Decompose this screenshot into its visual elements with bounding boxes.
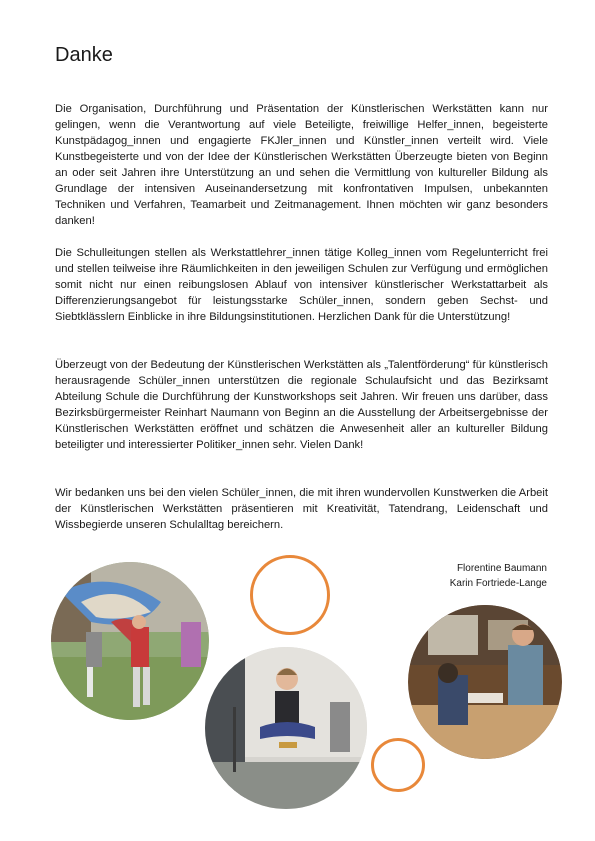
signature-name-1: Florentine Baumann bbox=[456, 563, 547, 574]
page-title: Danke bbox=[55, 44, 113, 66]
signature-block bbox=[450, 561, 547, 591]
photo-dancing-children bbox=[51, 562, 209, 720]
paragraph-3: Überzeugt von der Bedeutung der Künstlerischen Werkstätten als „Talentförderung“ für künstlerisch herausragende Schüler_innen unterstützen die regionale Schulaufsicht und das Bezirksamt Abteilung Schule die Durchführung der Kunstworkshops seit Jahren. Wir freuen uns darüber, dass Bezirksbürgermeister Reinhart Naumann von Beginn an die Ausstellung der Arbeitsergebnisse der Künstlerischen Werkstätten eröffnet und schätzen die Anwesenheit aller an kultureller Bildung beteiligter und interessierter Politiker_innen sehr. Vielen Dank! bbox=[55, 359, 548, 451]
signature-name-2: Karin Fortriede-Lange bbox=[449, 578, 547, 589]
photo-workshop-students bbox=[408, 605, 562, 759]
paragraph-4: Wir bedanken uns bei den vielen Schüler_innen, die mit ihren wundervollen Kunstwerken die Arbeit der Künstlerischen Werkstätten präsentieren mit Kreativität, Tatendrang, Leidenschaft und Wissbegierde unseren Schulalltag bereichern. bbox=[55, 487, 548, 531]
orange-ring-top bbox=[250, 555, 330, 635]
paragraph-1: Die Organisation, Durchführung und Präsentation der Künstlerischen Werkstätten kann nur gelingen, wenn die Verantwortung auf viele Beteiligte, freiwillige Helfer_innen, begeisterte Kunstpädagog_innen und engagierte FKJler_innen und Künstler_innen verteilt wird. Viele Kunstbegeisterte und von der Idee der Künstlerischen Werkstätten Überzeugte bieten von Beginn an oder seit Jahren ihre Unterstützung an und sehen die Vermittlung von kultureller Bildung als Grundlage der intensiven Auseinandersetzung mit konfrontativen Impulsen, unbekannten Techniken und Verfahren, Teamarbeit und Zeitmanagement. Ihnen möchten wir ganz besonders danken! bbox=[55, 103, 548, 227]
orange-ring-bottom bbox=[371, 738, 425, 792]
photo-girl-seated bbox=[205, 647, 367, 809]
paragraph-2: Die Schulleitungen stellen als Werkstattlehrer_innen tätige Kolleg_innen vom Regelunterricht frei und stellen teilweise ihre Räumlichkeiten in den jeweiligen Schulen zur Verfügung und ermöglichen somit nicht nur einen reibungslosen Ablauf von intensiver künstlerischer Werkstattarbeit als Differenzierungsangebot für leistungsstarke Schüler_innen, sondern geben Sechst- und Siebtklässlern Einblicke in ihre Bildungsinstitutionen. Herzlichen Dank für die Unterstützung! bbox=[55, 247, 548, 323]
